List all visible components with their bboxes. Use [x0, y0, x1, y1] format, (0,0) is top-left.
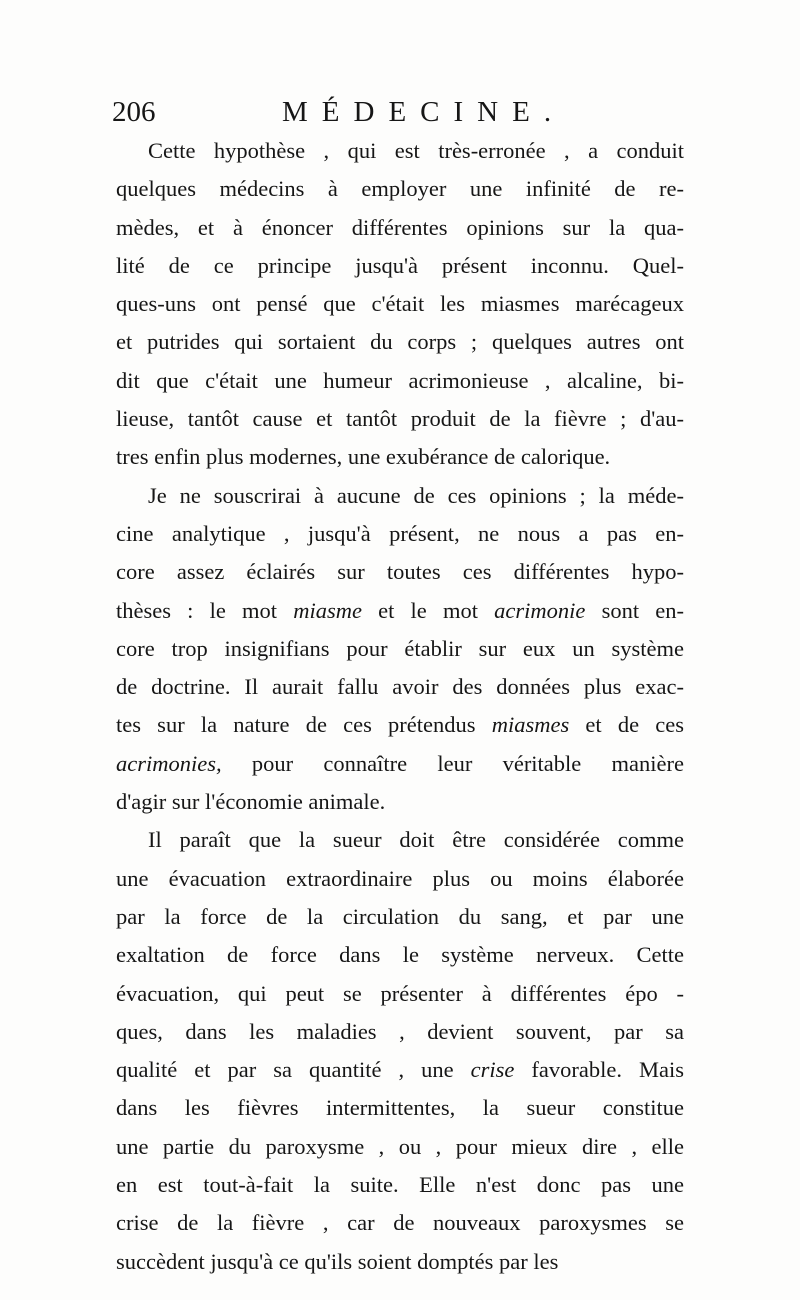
italic-word: miasme — [293, 597, 362, 623]
text-run: crise de la fièvre , car de nouveaux paroxysmes se — [116, 1210, 684, 1236]
text-run: et putrides qui sortaient du corps ; quelques autres ont — [116, 329, 684, 355]
text-run: succèdent jusqu'à ce qu'ils soient domptés par les — [116, 1248, 559, 1274]
text-run: lité de ce principe jusqu'à présent inconnu. Quel- — [116, 252, 684, 278]
text-line — [116, 515, 684, 553]
text-run: core assez éclairés sur toutes ces différentes hypo- — [116, 559, 684, 585]
text-run: d'agir sur l'économie animale. — [116, 789, 386, 815]
text-run: et de ces — [569, 712, 684, 738]
text-line — [116, 438, 684, 476]
text-line — [116, 400, 684, 438]
text-line — [116, 553, 684, 591]
paragraph — [116, 477, 684, 822]
italic-word: acrimonie — [494, 597, 586, 623]
text-line — [116, 898, 684, 936]
italic-word: miasmes — [491, 712, 570, 738]
text-line — [116, 323, 684, 361]
text-run: Cette hypothèse , qui est très-erronée , a conduit — [148, 138, 684, 163]
text-run: favorable. Mais — [514, 1057, 684, 1083]
text-line — [116, 860, 684, 898]
text-run: pour connaître leur véritable manière — [221, 750, 684, 776]
text-run: ques-uns ont pensé que c'était les miasmes marécageux — [116, 291, 684, 317]
text-run: lieuse, tantôt cause et tantôt produit de la fièvre ; d'au- — [116, 406, 684, 432]
text-run: Il paraît que la sueur doit être considérée comme — [148, 827, 684, 853]
text-line — [116, 592, 684, 630]
text-line — [116, 247, 684, 285]
body-text — [116, 132, 684, 1281]
text-line — [116, 630, 684, 668]
text-line — [116, 706, 684, 744]
text-line — [116, 170, 684, 208]
text-line — [116, 1013, 684, 1051]
page-number: 206 — [112, 96, 156, 128]
text-line — [116, 209, 684, 247]
running-title: MÉDECINE. — [282, 96, 566, 128]
text-run: thèses : le mot — [116, 597, 294, 623]
text-run: par la force de la circulation du sang, et par une — [116, 903, 684, 929]
italic-word: crise — [470, 1057, 515, 1083]
text-line — [116, 821, 684, 859]
italic-word: acrimonies, — [116, 750, 222, 776]
text-run: qualité et par sa quantité , une — [116, 1057, 471, 1083]
text-line — [116, 362, 684, 400]
text-line — [116, 936, 684, 974]
text-run: évacuation, qui peut se présenter à différentes épo - — [116, 980, 684, 1006]
text-line — [116, 783, 684, 821]
text-line — [116, 1243, 684, 1281]
running-head — [112, 96, 692, 136]
text-run: quelques médecins à employer une infinité de re- — [116, 176, 684, 202]
text-line — [116, 1166, 684, 1204]
text-run: dit que c'était une humeur acrimonieuse , alcaline, bi- — [116, 367, 684, 393]
text-line — [116, 1051, 684, 1089]
text-run: et le mot — [361, 597, 495, 623]
text-run: cine analytique , jusqu'à présent, ne nous a pas en- — [116, 520, 684, 546]
text-line — [116, 1204, 684, 1242]
text-run: core trop insignifians pour établir sur eux un système — [116, 635, 684, 661]
paragraph — [116, 821, 684, 1281]
text-run: en est tout-à-fait la suite. Elle n'est donc pas une — [116, 1172, 684, 1198]
paragraph — [116, 132, 684, 477]
text-line — [116, 1089, 684, 1127]
text-run: mèdes, et à énoncer différentes opinions sur la qua- — [116, 214, 684, 240]
text-run: une évacuation extraordinaire plus ou moins élaborée — [116, 865, 684, 891]
text-line — [116, 1128, 684, 1166]
text-run: tres enfin plus modernes, une exubérance de calorique. — [116, 444, 611, 470]
text-line — [116, 668, 684, 706]
text-line — [116, 132, 684, 170]
text-run: une partie du paroxysme , ou , pour mieux dire , elle — [116, 1133, 684, 1159]
text-line — [116, 477, 684, 515]
text-run: Je ne souscrirai à aucune de ces opinions ; la méde- — [148, 482, 684, 508]
text-run: sont en- — [585, 597, 684, 623]
text-run: ques, dans les maladies , devient souvent, par sa — [116, 1018, 684, 1044]
text-run: exaltation de force dans le système nerveux. Cette — [116, 942, 684, 968]
text-line — [116, 745, 684, 783]
text-run: de doctrine. Il aurait fallu avoir des données plus exac- — [116, 674, 684, 700]
text-run: dans les fièvres intermittentes, la sueur constitue — [116, 1095, 684, 1121]
text-run: tes sur la nature de ces prétendus — [116, 712, 492, 738]
text-line — [116, 975, 684, 1013]
text-line — [116, 285, 684, 323]
